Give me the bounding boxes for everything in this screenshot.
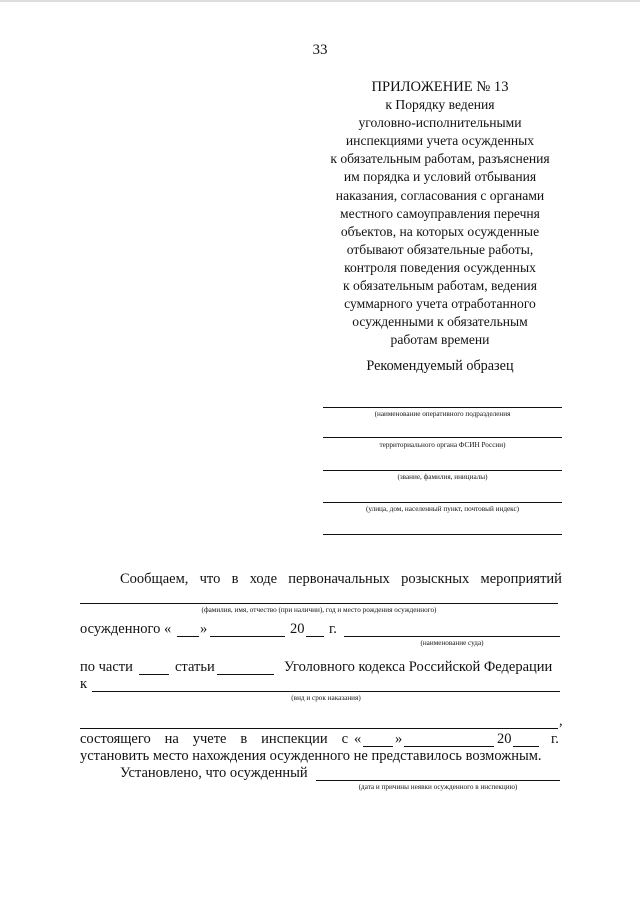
caption-address: (улица, дом, населенный пункт, почтовый индекс) (365, 505, 520, 513)
appendix-line: уголовно-исполнительными (358, 115, 522, 131)
word: в (240, 731, 248, 747)
appendix-line: местного самоуправления перечня (340, 205, 540, 221)
appendix-line: к Порядку ведения (385, 97, 495, 113)
caption-rank: (звание, фамилия, инициалы) (397, 473, 488, 481)
part-blank (139, 674, 169, 675)
reg-year-blank (513, 746, 539, 747)
appendix-heading (296, 78, 584, 349)
word: что (199, 571, 221, 587)
registered-text (80, 731, 348, 748)
appendix-line: к обязательным работам, ведения (343, 278, 537, 294)
k-label: к (80, 676, 88, 692)
fio-line (80, 603, 558, 604)
caption-reason: (дата и причины неявки осужденного в инспекцию) (358, 783, 518, 791)
appendix-line: к обязательным работам, разъяснения (330, 151, 550, 167)
extra-line (80, 728, 558, 729)
word: учете (192, 731, 227, 747)
appendix-line: отбывают обязательные работы, (346, 241, 534, 257)
caption-fsin: территориального органа ФСИН России) (379, 441, 506, 449)
quote-close: » (395, 731, 403, 747)
caption-fio: (фамилия, имя, отчество (при наличии), год и место рождения осужденного) (201, 606, 437, 614)
word: с (341, 731, 348, 747)
caption-punishment: (вид и срок наказания) (291, 694, 361, 702)
year-suffix: г. (329, 621, 337, 637)
article-label: статьи (175, 659, 215, 675)
address-line-1 (323, 407, 562, 408)
scan-edge (0, 0, 640, 2)
quote-close: » (200, 621, 208, 637)
caption-court: (наименование суда) (420, 639, 484, 647)
reg-month-blank (404, 746, 494, 747)
trailing-comma: , (559, 713, 563, 729)
reason-line (316, 780, 560, 781)
reg-day-blank (363, 746, 393, 747)
convicted-label: осужденного « (80, 621, 172, 637)
word: состоящего (80, 731, 151, 747)
not-possible-text: установить место нахождения осужденного не представилось возможным. (80, 748, 542, 764)
appendix-line: им порядка и условий отбывания (343, 169, 537, 185)
appendix-line: работам времени (390, 332, 490, 348)
word: в (231, 571, 239, 587)
month-blank (210, 636, 285, 637)
word: первоначальных (288, 571, 390, 587)
address-line-3 (323, 470, 562, 471)
year-prefix: 20 (290, 621, 305, 637)
appendix-title: ПРИЛОЖЕНИЕ № 13 (371, 79, 509, 95)
address-line-4 (323, 502, 562, 503)
address-line-2 (323, 437, 562, 438)
address-line-5 (323, 534, 562, 535)
caption-unit: (наименование оперативного подразделения (374, 410, 511, 418)
word: на (164, 731, 179, 747)
word: розыскных (401, 571, 470, 587)
day-blank (177, 636, 199, 637)
word: Сообщаем, (120, 571, 189, 587)
part-label: по части (80, 659, 133, 675)
punishment-line (92, 691, 560, 692)
article-blank (217, 674, 274, 675)
appendix-line: суммарного учета отработанного (344, 296, 536, 312)
appendix-line: инспекциями учета осужденных (345, 133, 535, 149)
reg-year-suffix: г. (551, 731, 559, 747)
appendix-line: наказания, согласования с органами (335, 187, 545, 203)
word: мероприятий (480, 571, 562, 587)
appendix-line: объектов, на которых осужденные (340, 223, 540, 239)
appendix-line: контроля поведения осужденных (344, 259, 536, 275)
word: инспекции (261, 731, 328, 747)
established-text: Установлено, что осужденный (120, 765, 308, 781)
quote-open: « (354, 731, 362, 747)
reg-year-prefix: 20 (497, 731, 512, 747)
paragraph-inform (120, 571, 562, 588)
criminal-code-text: Уголовного кодекса Российской Федерации (284, 659, 553, 675)
page-number: 33 (312, 42, 328, 58)
year-blank (306, 636, 324, 637)
court-line (344, 636, 560, 637)
word: ходе (249, 571, 278, 587)
sample-label: Рекомендуемый образец (366, 358, 514, 374)
appendix-line: осужденными к обязательным (352, 314, 528, 330)
